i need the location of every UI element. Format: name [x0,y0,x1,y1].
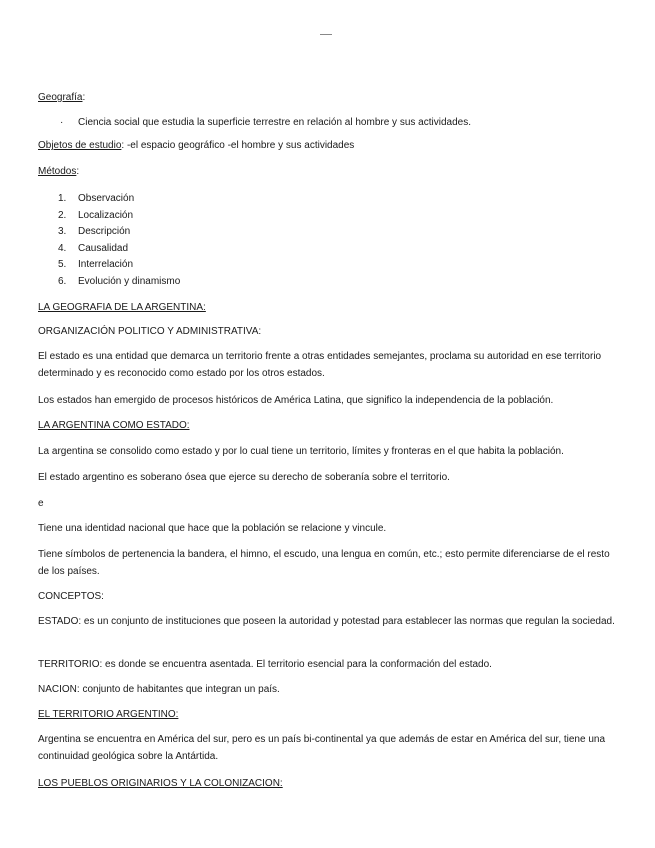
list-number: 2. [58,209,67,221]
list-item [58,241,128,258]
paragraph: La argentina se consolido como estado y por lo cual tiene un territorio, límites y fronteras en el que habita la población. [38,446,564,457]
list-number: 5. [58,259,67,271]
list-item [58,257,133,274]
objetos-label: Objetos de estudio [38,140,122,151]
header-mark [320,34,332,35]
paragraph: TERRITORIO: es donde se encuentra asentada. El territorio esencial para la conformación del estado. [38,659,492,670]
list-label: Interrelación [78,259,134,271]
bullet-icon: · [60,117,64,128]
definition: Ciencia social que estudia la superficie terrestre en relación al hombre y sus actividades. [78,117,471,128]
heading-suffix: : [76,166,80,177]
list-item [58,224,130,241]
paragraph: ESTADO: es un conjunto de instituciones que poseen la autoridad y potestad para establecer las normas que regulan la sociedad. [38,616,615,627]
list-label: Descripción [78,226,131,238]
paragraph: Los estados han emergido de procesos históricos de América Latina, que significo la independencia de la población. [38,395,554,406]
list-item [58,191,134,208]
paragraph: Tiene una identidad nacional que hace que la población se relacione y vincule. [38,523,387,534]
objetos-text: : -el espacio geográfico -el hombre y sus actividades [121,140,355,151]
section-heading: LOS PUEBLOS ORIGINARIOS Y LA COLONIZACION: [38,778,283,789]
paragraph: NACION: conjunto de habitantes que integran un país. [38,684,280,695]
paragraph: Argentina se encuentra en América del sur, pero es un país bi-continental ya que además de estar en América del sur, tiene una continuidad geológica sobre la Antártida. [38,734,606,762]
list-label: Observación [78,193,135,204]
heading-text: Métodos [38,166,77,177]
paragraph: e [38,498,44,509]
paragraph: El estado es una entidad que demarca un territorio frente a otras entidades semejantes, proclama su autoridad en ese territorio determinado y es reconocido como estado por los otros estados. [38,351,602,379]
section-heading: EL TERRITORIO ARGENTINO: [38,709,179,720]
paragraph: CONCEPTOS: [38,591,104,602]
paragraph: El estado argentino es soberano ósea que ejerce su derecho de soberanía sobre el territorio. [38,472,450,483]
list-item [58,208,133,225]
heading-suffix: : [82,92,86,103]
list-item [58,274,180,291]
paragraph: ORGANIZACIÓN POLITICO Y ADMINISTRATIVA: [38,326,262,337]
list-label: Causalidad [78,242,129,254]
list-number: 1. [58,193,67,204]
heading-metodos [38,163,618,180]
list-label: Evolución y dinamismo [78,276,181,287]
heading-text: Geografía [38,92,83,103]
section-heading: LA ARGENTINA COMO ESTADO: [38,420,190,431]
list-number: 4. [58,242,67,254]
list-number: 3. [58,226,67,238]
list-number: 6. [58,276,67,287]
heading-geografia [38,89,618,106]
list-label: Localización [78,209,134,221]
section-heading: LA GEOGRAFIA DE LA ARGENTINA: [38,302,206,313]
paragraph: Tiene símbolos de pertenencia la bandera, el himno, el escudo, una lengua en común, etc.; esto permite diferenciarse de el resto de los países. [38,549,610,577]
objetos-line [38,137,618,154]
